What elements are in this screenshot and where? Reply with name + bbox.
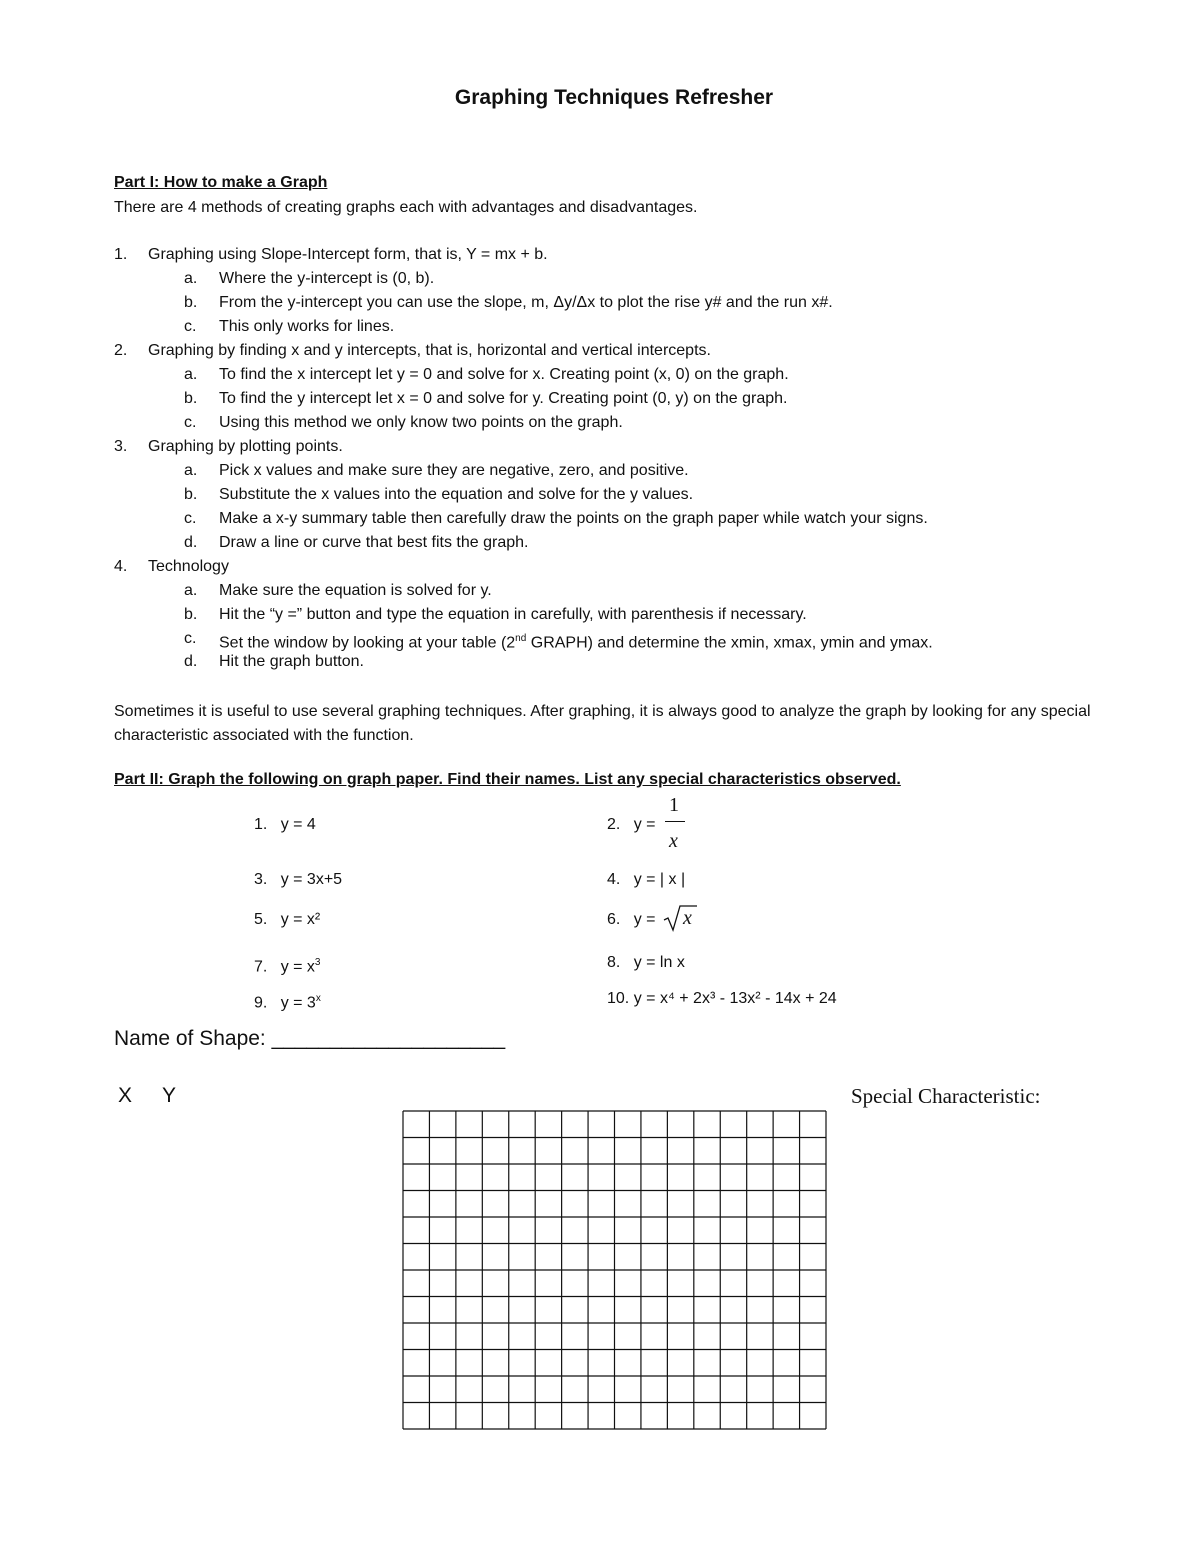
sub-text: Hit the graph button.	[219, 653, 364, 670]
x-column-label: X	[118, 1084, 133, 1107]
square-root-sign	[662, 902, 698, 932]
sub-text: Make a x-y summary table then carefully draw the points on the graph paper while watch your signs.	[219, 510, 928, 527]
sub-text: Pick x values and make sure they are negative, zero, and positive.	[219, 462, 689, 479]
method-number: 3.	[114, 438, 128, 455]
graph-paper-grid[interactable]	[402, 1110, 827, 1432]
method-number: 2.	[114, 342, 128, 359]
method-number: 4.	[114, 558, 128, 575]
sub-text: This only works for lines.	[219, 318, 395, 335]
sub-text: Substitute the x values into the equation and solve for the y values.	[219, 486, 694, 503]
equation-4: 4. y = | x |	[607, 871, 686, 888]
sub-text: Draw a line or curve that best fits the graph.	[219, 534, 529, 551]
sub-letter: a.	[184, 462, 198, 479]
part1-heading: Part I: How to make a Graph	[114, 174, 328, 191]
equation-2: 2. y =	[607, 816, 656, 833]
sub-text: To find the x intercept let y = 0 and solve for x. Creating point (x, 0) on the graph.	[219, 366, 789, 383]
closing-paragraph: Sometimes it is useful to use several graphing techniques. After graphing, it is always good to analyze the graph by looking for any special characteristic associated with the function.	[114, 703, 1091, 744]
sub-text: From the y-intercept you can use the slope, m, Δy/Δx to plot the rise y# and the run x#.	[219, 294, 833, 311]
sub-letter: c.	[184, 630, 197, 647]
fraction-numerator: 1	[669, 794, 679, 816]
equation-9: 9. $y = 3^x$	[254, 993, 321, 1012]
equation-7: 7. $y = x^3$	[254, 957, 321, 976]
page-title: Graphing Techniques Refresher	[454, 86, 774, 109]
method-text: Technology	[148, 558, 229, 575]
method-text: Graphing by plotting points.	[148, 438, 343, 455]
equation-6: 6. y =	[607, 911, 656, 928]
equation-3: 3. y = 3x+5	[254, 871, 343, 888]
sub-letter: c.	[184, 318, 197, 335]
radicand: x	[683, 907, 692, 929]
sub-letter: c.	[184, 510, 197, 527]
sub-letter: b.	[184, 390, 198, 407]
part2-heading: Part II: Graph the following on graph paper. Find their names. List any special characteristics observed.	[114, 771, 901, 788]
sub-letter: a.	[184, 270, 198, 287]
sub-letter: a.	[184, 582, 198, 599]
equation-10: 10. y = x⁴ + 2x³ - 13x² - 14x + 24	[607, 990, 837, 1007]
sub-text: Where the y-intercept is (0, b).	[219, 270, 435, 287]
method-number: 1.	[114, 246, 128, 263]
sub-text: Hit the “y =” button and type the equation in carefully, with parenthesis if necessary.	[219, 606, 807, 623]
equation-8: 8. y = ln x	[607, 954, 685, 971]
fraction-denominator: x	[669, 830, 678, 852]
sub-text: To find the y intercept let x = 0 and solve for y. Creating point (0, y) on the graph.	[219, 390, 788, 407]
sub-letter: b.	[184, 486, 198, 503]
sub-text: Using this method we only know two points on the graph.	[219, 414, 623, 431]
sub-text: Make sure the equation is solved for y.	[219, 582, 492, 599]
method-text: Graphing by finding x and y intercepts, that is, horizontal and vertical intercepts.	[148, 342, 711, 359]
sub-letter: d.	[184, 534, 198, 551]
sub-letter: a.	[184, 366, 198, 383]
name-of-shape-field[interactable]: Name of Shape: ____________________	[114, 1027, 506, 1050]
part1-intro: There are 4 methods of creating graphs each with advantages and disadvantages.	[114, 199, 698, 216]
equation-1: 1. y = 4	[254, 816, 316, 833]
sub-text: Set the window by looking at your table (2nd GRAPH) and determine the xmin, xmax, ymin and ymax.	[219, 633, 933, 652]
sub-letter: b.	[184, 294, 198, 311]
special-characteristic-label: Special Characteristic:	[851, 1084, 1041, 1108]
sub-letter: d.	[184, 653, 198, 670]
sub-letter: b.	[184, 606, 198, 623]
fraction-bar	[665, 821, 685, 822]
y-column-label: Y	[162, 1084, 177, 1107]
equation-5: 5. y = x²	[254, 911, 321, 928]
sub-letter: c.	[184, 414, 197, 431]
method-text: Graphing using Slope-Intercept form, that is, Y = mx + b.	[148, 246, 548, 263]
